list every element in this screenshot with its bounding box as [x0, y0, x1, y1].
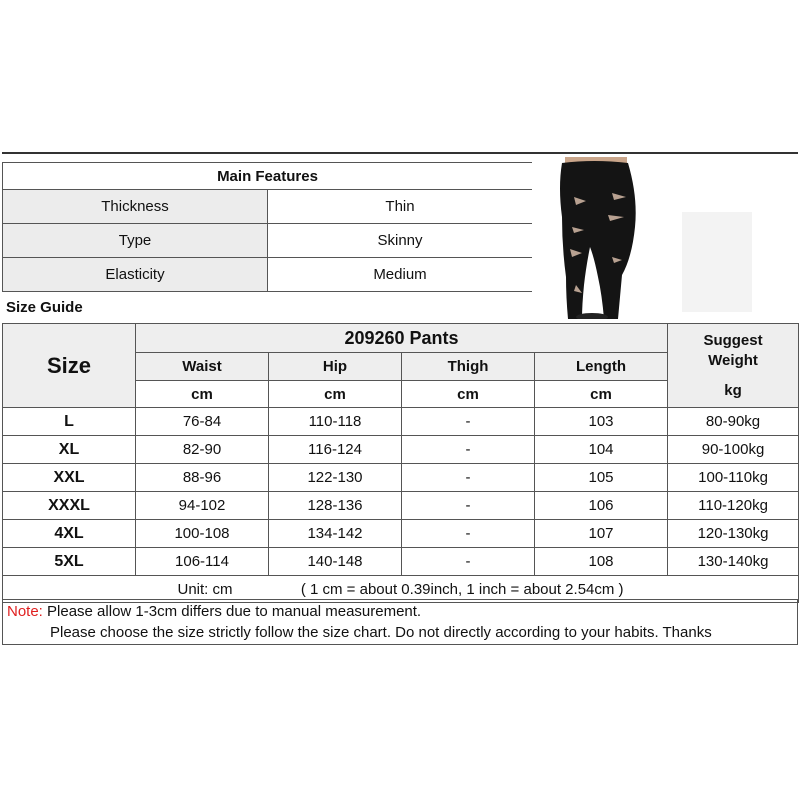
hip-cell: 116-124 — [269, 436, 402, 464]
feature-value: Skinny — [268, 224, 533, 258]
table-row — [3, 436, 799, 464]
weight-cell: 130-140kg — [668, 548, 799, 576]
table-row — [3, 520, 799, 548]
feature-value: Thin — [268, 190, 533, 224]
size-header: Size — [3, 324, 136, 408]
column-header-hip: Hip — [269, 353, 402, 381]
size-cell: 4XL — [3, 520, 136, 548]
unit-hip: cm — [269, 381, 402, 408]
feature-row — [3, 258, 533, 292]
top-divider — [2, 152, 798, 154]
length-cell: 103 — [535, 408, 668, 436]
waist-cell: 76-84 — [136, 408, 269, 436]
note-line-2: Please choose the size strictly follow the size chart. Do not directly according to your habits. Thanks — [50, 624, 712, 641]
product-photo — [532, 157, 798, 319]
main-features-table — [2, 162, 533, 292]
length-cell: 105 — [535, 464, 668, 492]
hip-cell: 128-136 — [269, 492, 402, 520]
column-header-waist: Waist — [136, 353, 269, 381]
product-name: 209260 Pants — [136, 324, 668, 353]
thigh-cell: - — [402, 436, 535, 464]
waist-cell: 106-114 — [136, 548, 269, 576]
feature-label: Type — [3, 224, 268, 258]
table-row — [3, 408, 799, 436]
hip-cell: 122-130 — [269, 464, 402, 492]
main-features-title: Main Features — [3, 163, 533, 190]
unit-waist: cm — [136, 381, 269, 408]
weight-header — [668, 324, 799, 408]
hip-cell: 140-148 — [269, 548, 402, 576]
weight-header-line1: Suggest — [703, 331, 763, 349]
unit-length: cm — [535, 381, 668, 408]
notes-box — [2, 599, 798, 645]
hip-cell: 134-142 — [269, 520, 402, 548]
size-cell: L — [3, 408, 136, 436]
size-guide-label: Size Guide — [6, 299, 83, 316]
waist-cell: 94-102 — [136, 492, 269, 520]
length-cell: 106 — [535, 492, 668, 520]
feature-value: Medium — [268, 258, 533, 292]
note-text-1: Please allow 1-3cm differs due to manual measurement. — [42, 603, 422, 620]
conversion-note: ( 1 cm = about 0.39inch, 1 inch = about 2.54cm ) — [300, 580, 624, 598]
pants-illustration — [532, 157, 798, 319]
table-row — [3, 492, 799, 520]
feature-label: Elasticity — [3, 258, 268, 292]
column-header-length: Length — [535, 353, 668, 381]
waist-cell: 88-96 — [136, 464, 269, 492]
note-label: Note: — [7, 603, 43, 620]
size-cell: XXL — [3, 464, 136, 492]
waist-cell: 100-108 — [136, 520, 269, 548]
weight-header-line2: Weight — [708, 351, 758, 369]
column-header-thigh: Thigh — [402, 353, 535, 381]
weight-unit: kg — [724, 381, 742, 399]
weight-cell: 80-90kg — [668, 408, 799, 436]
size-chart-table — [2, 323, 799, 603]
thigh-cell: - — [402, 408, 535, 436]
thigh-cell: - — [402, 520, 535, 548]
weight-cell: 120-130kg — [668, 520, 799, 548]
hip-cell: 110-118 — [269, 408, 402, 436]
table-row — [3, 464, 799, 492]
weight-cell: 90-100kg — [668, 436, 799, 464]
length-cell: 107 — [535, 520, 668, 548]
thigh-cell: - — [402, 492, 535, 520]
table-row — [3, 548, 799, 576]
length-cell: 108 — [535, 548, 668, 576]
thigh-cell: - — [402, 464, 535, 492]
length-cell: 104 — [535, 436, 668, 464]
size-cell: XXXL — [3, 492, 136, 520]
unit-note: Unit: cm — [177, 580, 233, 598]
note-line-1 — [7, 603, 421, 620]
size-cell: XL — [3, 436, 136, 464]
feature-row — [3, 224, 533, 258]
feature-label: Thickness — [3, 190, 268, 224]
unit-thigh: cm — [402, 381, 535, 408]
weight-cell: 100-110kg — [668, 464, 799, 492]
thigh-cell: - — [402, 548, 535, 576]
size-cell: 5XL — [3, 548, 136, 576]
waist-cell: 82-90 — [136, 436, 269, 464]
feature-row — [3, 190, 533, 224]
weight-cell: 110-120kg — [668, 492, 799, 520]
